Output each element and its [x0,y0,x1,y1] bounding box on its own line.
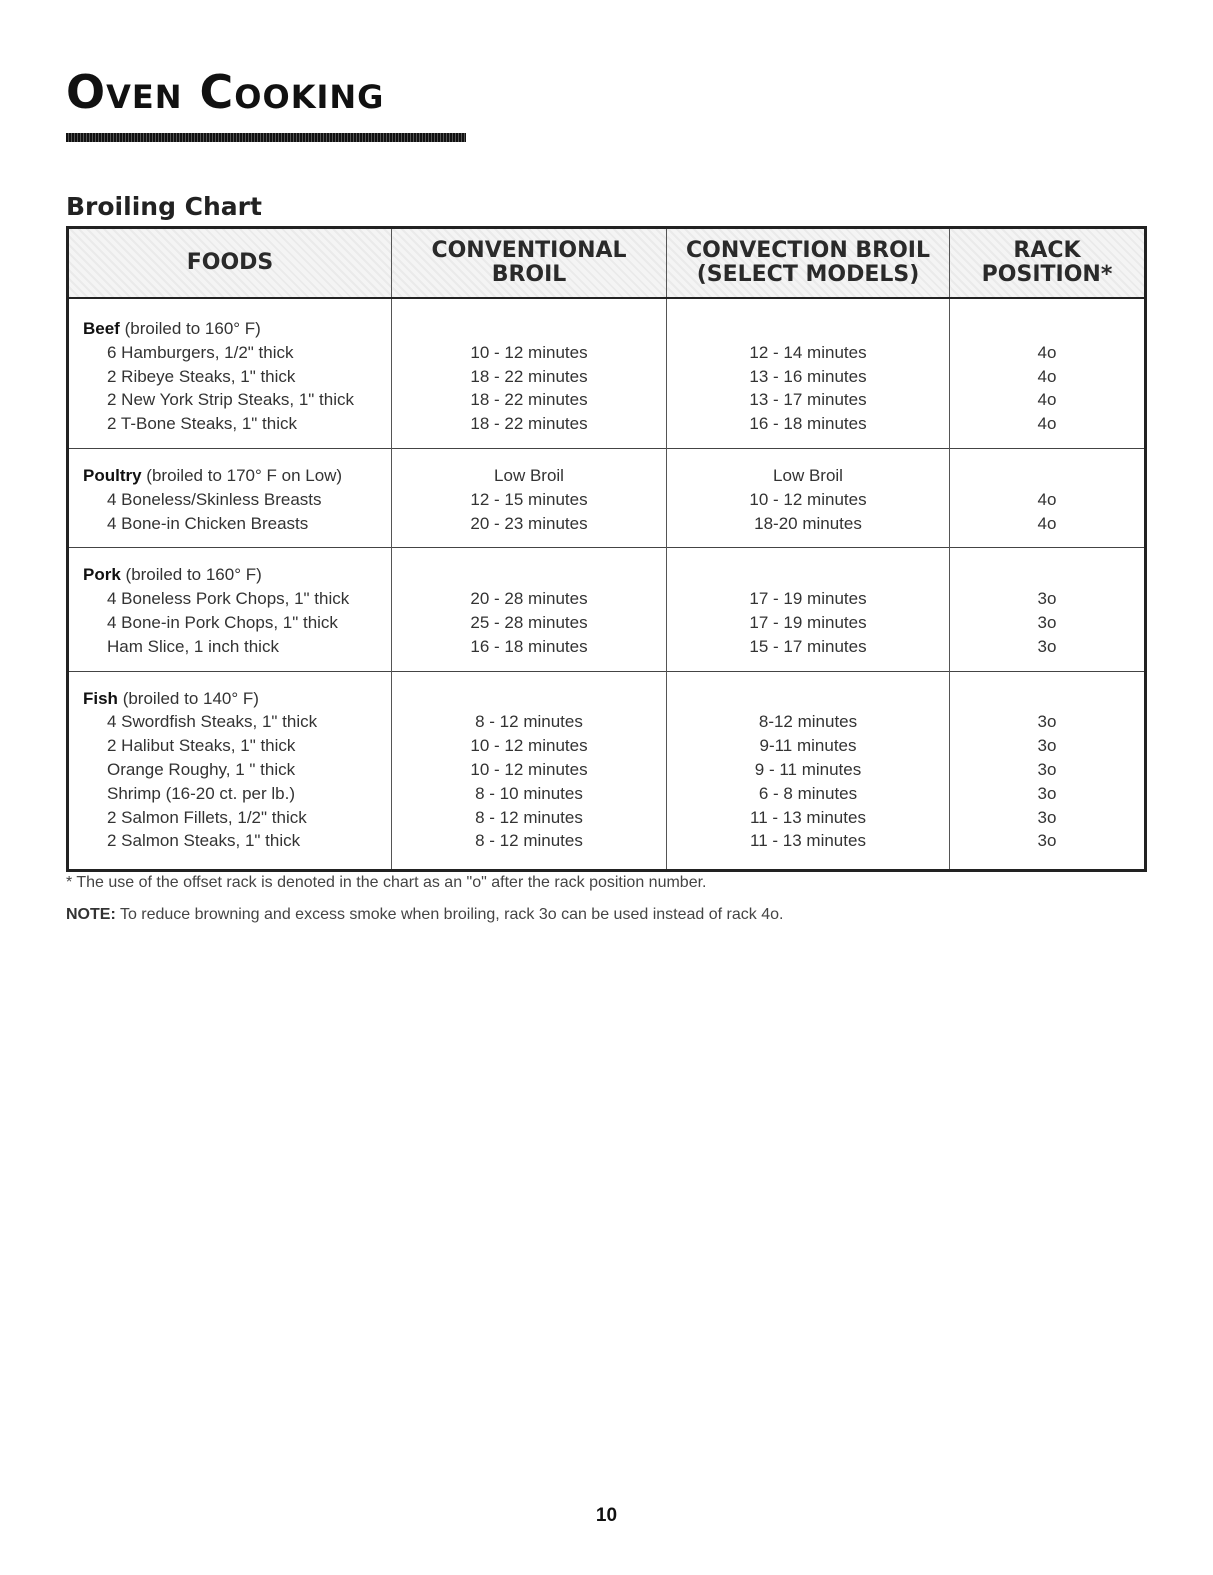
conventional-time: 10 - 12 minutes [470,736,588,756]
food-item: Ham Slice, 1 inch thick [107,636,279,656]
header-line: RACK [1013,238,1081,263]
convection-group-heading [667,687,949,711]
food-item: Orange Roughy, 1 " thick [107,759,296,779]
rack-position-cell [950,448,1146,547]
rack-position: 4o [1037,366,1057,386]
conventional-time: 18 - 22 minutes [470,414,588,434]
group-name: Pork [83,565,121,585]
rack-position: 3o [1037,612,1057,632]
footnote: * The use of the offset rack is denoted in the chart as an "o" after the rack position number. [66,874,707,891]
conventional-group-heading [392,687,666,711]
food-item: 4 Swordfish Steaks, 1" thick [107,712,318,732]
food-group-poultry [68,448,1146,547]
convection-broil-cell [667,671,950,871]
header-foods [68,228,392,299]
conventional-group-heading [392,563,666,587]
convection-time: 10 - 12 minutes [749,489,867,509]
food-item: 2 Salmon Fillets, 1/2" thick [107,807,307,827]
conventional-group-heading [392,317,666,341]
conventional-time: 16 - 18 minutes [470,636,588,656]
header-line: CONVECTION BROIL [685,238,931,263]
rack-position-cell [950,671,1146,871]
group-name: Poultry [83,465,142,485]
group-name: Beef [83,319,120,338]
table-header [68,228,1146,299]
rack-position: 3o [1037,736,1057,756]
conventional-time: 20 - 23 minutes [470,513,588,533]
header-line: BROIL [491,262,567,287]
conventional-time: 10 - 12 minutes [470,759,588,779]
conventional-time: 12 - 15 minutes [470,489,588,509]
rack-position: 4o [1037,390,1057,410]
rack-position-cell [950,548,1146,671]
convection-time: 12 - 14 minutes [749,342,867,362]
header-line: POSITION* [981,262,1113,287]
rack-group-spacer [950,317,1144,341]
convection-time: 13 - 17 minutes [749,390,867,410]
header-row [68,228,1146,299]
group-heading [83,563,391,587]
food-item: Shrimp (16-20 ct. per lb.) [107,783,296,803]
conventional-time: 25 - 28 minutes [470,612,588,632]
foods-cell [68,548,392,671]
group-name: Fish [83,688,118,708]
note-label: NOTE: [66,906,116,923]
group-heading [83,687,391,711]
convection-group-heading [667,317,949,341]
header-line: FOODS [186,250,274,275]
convection-time: 18-20 minutes [754,513,862,533]
rack-position: 3o [1037,712,1057,732]
conventional-time: 20 - 28 minutes [470,589,588,609]
conventional-broil-cell [392,298,667,448]
rack-position: 3o [1037,807,1057,827]
foods-cell [68,448,392,547]
convection-time: 16 - 18 minutes [749,414,867,434]
food-group-pork [68,548,1146,671]
convection-group-heading [667,563,949,587]
conventional-time: 18 - 22 minutes [470,366,588,386]
food-item: 4 Bone-in Pork Chops, 1" thick [107,612,338,632]
convection-time: 11 - 13 minutes [750,831,866,851]
page-title: Oven Cooking [66,65,385,119]
conventional-time: 8 - 10 minutes [475,783,583,803]
rack-position: 3o [1037,759,1057,779]
note [66,904,783,926]
note-text: To reduce browning and excess smoke when broiling, rack 3o can be used instead of rack 4o. [119,906,784,923]
rack-position: 3o [1037,636,1057,656]
food-item: 2 T-Bone Steaks, 1" thick [107,414,297,434]
header-convection-broil [667,228,950,299]
rack-position: 4o [1037,414,1057,434]
header-line: CONVENTIONAL [431,238,627,263]
rack-position: 4o [1037,513,1057,533]
food-item: 2 New York Strip Steaks, 1" thick [107,390,354,410]
food-item: 2 Ribeye Steaks, 1" thick [107,366,296,386]
group-heading [83,317,391,341]
rack-position: 4o [1037,489,1057,509]
header-line: (SELECT MODELS) [696,262,920,287]
group-note: (broiled to 160° F) [124,319,261,338]
rack-position: 3o [1037,589,1057,609]
group-note: (broiled to 140° F) [122,688,259,708]
convection-time: 9-11 minutes [759,736,857,756]
group-note: (broiled to 170° F on Low) [146,465,343,485]
convection-time: 17 - 19 minutes [749,612,867,632]
rack-position: 4o [1037,342,1057,362]
title-rule [66,133,466,142]
convection-time: 8-12 minutes [758,712,858,732]
conventional-time: 8 - 12 minutes [475,831,583,851]
convection-time: 13 - 16 minutes [749,366,867,386]
conventional-group-heading: Low Broil [494,465,564,485]
convection-time: 17 - 19 minutes [749,589,867,609]
table-body [68,298,1146,871]
conventional-time: 8 - 12 minutes [475,807,583,827]
conventional-broil-cell [392,671,667,871]
convection-time: 6 - 8 minutes [758,783,858,803]
food-item: 2 Salmon Steaks, 1" thick [107,831,301,851]
convection-time: 11 - 13 minutes [750,807,866,827]
rack-position: 3o [1037,783,1057,803]
convection-broil-cell [667,298,950,448]
foods-cell [68,298,392,448]
convection-time: 9 - 11 minutes [754,759,862,779]
food-item: 6 Hamburgers, 1/2" thick [107,342,294,362]
convection-time: 15 - 17 minutes [749,636,867,656]
section-heading: Broiling Chart [66,192,262,221]
conventional-time: 8 - 12 minutes [475,712,583,732]
conventional-broil-cell [392,448,667,547]
broiling-chart-table [66,226,1147,872]
page-number: 10 [595,1505,618,1526]
food-item: 2 Halibut Steaks, 1" thick [107,736,296,756]
food-item: 4 Bone-in Chicken Breasts [107,513,309,533]
header-conventional-broil [392,228,667,299]
rack-group-spacer [950,563,1144,587]
rack-group-spacer [950,464,1144,488]
foods-cell [68,671,392,871]
conventional-broil-cell [392,548,667,671]
food-item: 4 Boneless/Skinless Breasts [107,489,322,509]
rack-position: 3o [1037,831,1057,851]
group-note: (broiled to 160° F) [125,565,262,585]
group-heading [83,464,391,488]
rack-group-spacer [950,687,1144,711]
convection-group-heading: Low Broil [773,465,843,485]
convection-broil-cell [667,548,950,671]
conventional-time: 10 - 12 minutes [470,342,588,362]
food-item: 4 Boneless Pork Chops, 1" thick [107,589,350,609]
header-rack-position [950,228,1146,299]
food-group-fish [68,671,1146,871]
convection-broil-cell [667,448,950,547]
conventional-time: 18 - 22 minutes [470,390,588,410]
food-group-beef [68,298,1146,448]
rack-position-cell [950,298,1146,448]
